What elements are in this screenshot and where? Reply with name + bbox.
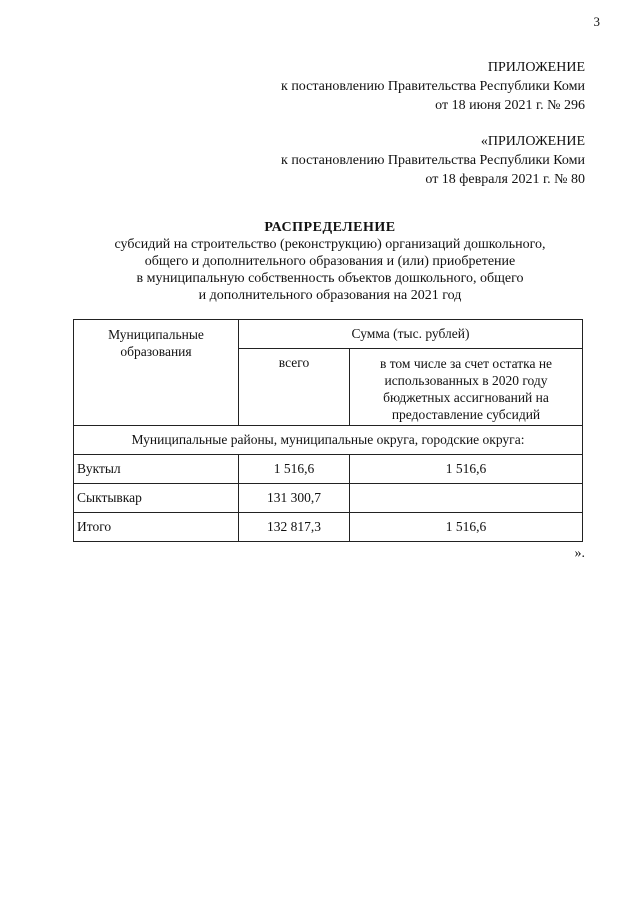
row-municipality: Сыктывкар — [74, 484, 239, 513]
appendix-line: к постановлению Правительства Республики Коми — [281, 153, 585, 168]
appendix-line: от 18 июня 2021 г. № 296 — [435, 98, 585, 113]
appendix-line: к постановлению Правительства Республики Коми — [281, 79, 585, 94]
table-row — [74, 484, 583, 513]
row-total: 132 817,3 — [239, 513, 350, 542]
document-heading — [40, 219, 620, 304]
row-remainder: 1 516,6 — [350, 513, 583, 542]
section-label: Муниципальные районы, муниципальные округа, городские округа: — [74, 426, 583, 455]
row-total: 1 516,6 — [239, 455, 350, 484]
header-sum: Сумма (тыс. рублей) — [239, 320, 583, 349]
row-remainder — [350, 484, 583, 513]
header-total: всего — [239, 349, 350, 426]
row-municipality: Вуктыл — [74, 455, 239, 484]
page-number: 3 — [593, 14, 600, 29]
row-remainder: 1 516,6 — [350, 455, 583, 484]
distribution-table — [73, 319, 583, 542]
appendix-line: от 18 февраля 2021 г. № 80 — [425, 172, 585, 187]
heading-line: субсидий на строительство (реконструкцию) организаций дошкольного, — [114, 237, 546, 252]
table-header-row — [74, 320, 583, 349]
appendix-header-original — [200, 132, 585, 189]
appendix-title: «ПРИЛОЖЕНИЕ — [480, 134, 585, 149]
appendix-header-current — [200, 58, 585, 115]
heading-title: РАСПРЕДЕЛЕНИЕ — [264, 220, 396, 235]
appendix-title: ПРИЛОЖЕНИЕ — [487, 60, 585, 75]
heading-line: общего и дополнительного образования и (или) приобретение — [144, 254, 516, 269]
heading-line: в муниципальную собственность объектов дошкольного, общего — [136, 271, 524, 286]
table-row — [74, 455, 583, 484]
table-row-total — [74, 513, 583, 542]
row-total: 131 300,7 — [239, 484, 350, 513]
heading-line: и дополнительного образования на 2021 год — [198, 288, 462, 303]
header-remainder: в том числе за счет остатка не использованных в 2020 году бюджетных ассигнований на предоставление субсидий — [350, 349, 583, 426]
closing-quote: ». — [574, 546, 585, 561]
table-section-row — [74, 426, 583, 455]
header-municipality: Муниципальные образования — [74, 320, 239, 426]
row-municipality: Итого — [74, 513, 239, 542]
